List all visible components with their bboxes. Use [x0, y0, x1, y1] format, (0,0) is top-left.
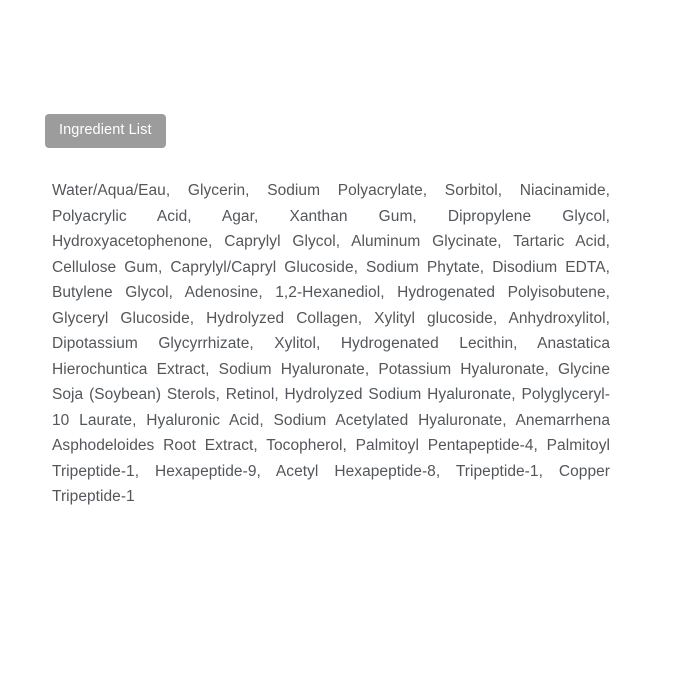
ingredient-list-badge: Ingredient List: [45, 114, 166, 148]
ingredient-list-text: Water/Aqua/Eau, Glycerin, Sodium Polyacrylate, Sorbitol, Niacinamide, Polyacrylic Acid, Agar, Xanthan Gum, Dipropylene Glycol, Hydroxyacetophenone, Caprylyl Glycol, Aluminum Glycinate, Tartaric Acid, Cellulose Gum, Caprylyl/Capryl Glucoside, Sodium Phytate, Disodium EDTA, Butylene Glycol, Adenosine, 1,2-Hexanediol, Hydrogenated Polyisobutene, Glyceryl Glucoside, Hydrolyzed Collagen, Xylityl glucoside, Anhydroxylitol, Dipotassium Glycyrrhizate, Xylitol, Hydrogenated Lecithin, Anastatica Hierochuntica Extract, Sodium Hyaluronate, Potassium Hyaluronate, Glycine Soja (Soybean) Sterols, Retinol, Hydrolyzed Sodium Hyaluronate, Polyglyceryl-10 Laurate, Hyaluronic Acid, Sodium Acetylated Hyaluronate, Anemarrhena Asphodeloides Root Extract, Tocopherol, Palmitoyl Pentapeptide-4, Palmitoyl Tripeptide-1, Hexapeptide-9, Acetyl Hexapeptide-8, Tripeptide-1, Copper Tripeptide-1: [52, 182, 610, 505]
